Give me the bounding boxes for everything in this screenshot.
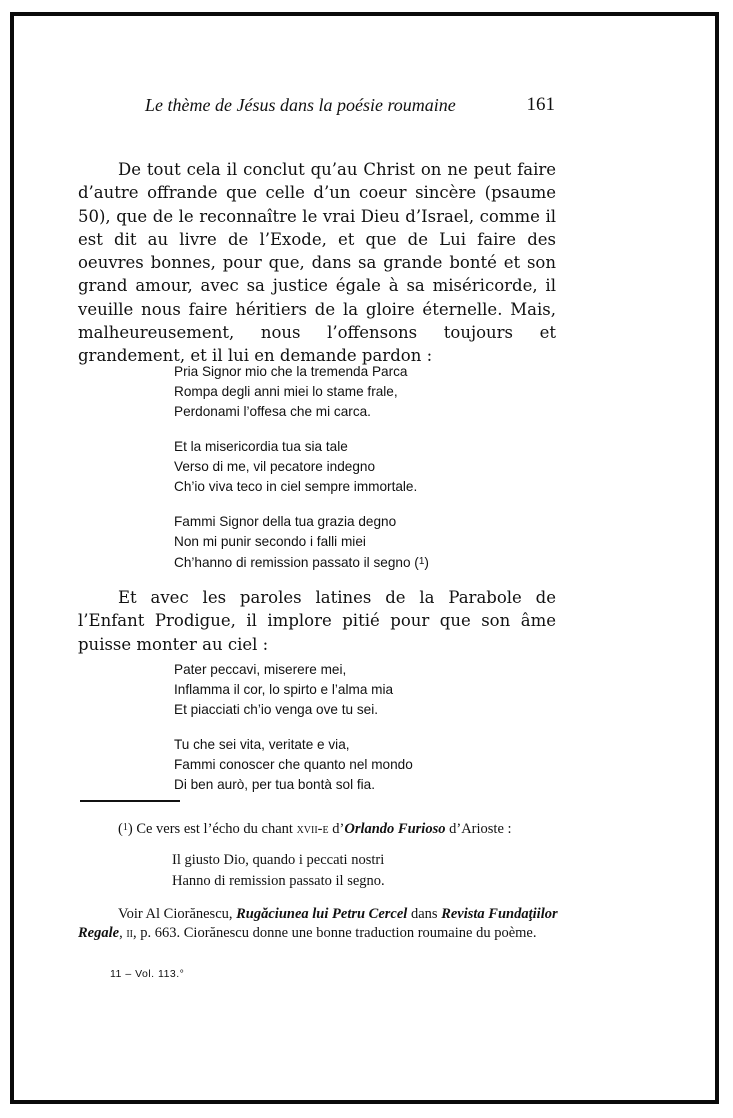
- canto-number: xvii-e: [296, 821, 329, 837]
- work-title: Orlando Furioso: [344, 821, 446, 837]
- ref-title: Rugăciunea lui Petru Cercel: [236, 906, 408, 922]
- verse-line: Perdonami l’offesa che mi carca.: [174, 404, 371, 419]
- footnote-verse: [172, 850, 385, 892]
- verse-line: Et piacciati ch’io venga ove tu sei.: [174, 702, 379, 717]
- verse-block-2: [174, 660, 504, 795]
- verse-line: Inflamma il cor, lo spirto e l’alma mia: [174, 682, 394, 697]
- footnote-verse-line: Il giusto Dio, quando i peccati nostri: [172, 852, 385, 868]
- footnote-separator: [80, 800, 180, 802]
- footnote-1: ($^1$) Ce vers est l’écho du chant xvii-e d’Orlando Furioso d’Arioste :: [118, 821, 512, 837]
- verse-line: Rompa degli anni miei lo stame frale,: [174, 384, 398, 399]
- running-header: [145, 94, 555, 116]
- verse-line: Fammi Signor della tua grazia degno: [174, 514, 397, 529]
- body-paragraph-1: De tout cela il conclut qu’au Christ on ne peut faire d’autre offrande que celle d’un coeur sincère (psaume 50), que de le reconnaître le vrai Dieu d’Israel, comme il est dit au livre de l’Exode, et que de Lui faire des oeuvres bonnes, pour que, dans sa grande bonté et son grand amour, avec sa justice égale à sa miséricorde, il veuille nous faire héritiers de la gloire éternelle. Mais, malheureusement, nous l’offensons toujours et grandement, et il lui en demande pardon :: [78, 160, 556, 366]
- ref-volume: ii: [126, 925, 133, 941]
- verse-line: Et la misericordia tua sia tale: [174, 439, 348, 454]
- verse-line: Tu che sei vita, veritate e via,: [174, 737, 350, 752]
- running-title: Le thème de Jésus dans la poésie roumaine: [145, 95, 456, 115]
- verse-line: Fammi conoscer che quanto nel mondo: [174, 757, 413, 772]
- verse-line: Ch’io viva teco in ciel sempre immortale.: [174, 479, 418, 494]
- verse-line: Non mi punir secondo i falli miei: [174, 534, 366, 549]
- verse-line: Pria Signor mio che la tremenda Parca: [174, 364, 408, 379]
- body-paragraph-2: Et avec les paroles latines de la Parabole de l’Enfant Prodigue, il implore pitié pour que son âme puisse monter au ciel :: [78, 588, 556, 654]
- footnote-ref: 1: [418, 556, 425, 567]
- verse-line: Verso di me, vil pecatore indegno: [174, 459, 376, 474]
- ref-journal: Revista Fundaţiilor Regale: [78, 906, 558, 941]
- signature-mark: 11 – Vol. 113.°: [110, 968, 185, 980]
- footnote-verse-line: Hanno di remission passato il segno.: [172, 873, 385, 889]
- verse-line: Di ben aurò, per tua bontà sol fia.: [174, 777, 376, 792]
- verse-line: Pater peccavi, miserere mei,: [174, 662, 347, 677]
- footnote-reference: Voir Al Ciorănescu, Rugăciunea lui Petru Cercel dans Revista Fundaţiilor Regale, ii, p. 663. Ciorănescu donne une bonne traduction roumaine du poème.: [78, 906, 558, 941]
- verse-block-1: [174, 362, 504, 573]
- page-number: 161: [526, 94, 555, 115]
- verse-line: Ch’hanno di remission passato il segno ($^1$): [174, 555, 429, 570]
